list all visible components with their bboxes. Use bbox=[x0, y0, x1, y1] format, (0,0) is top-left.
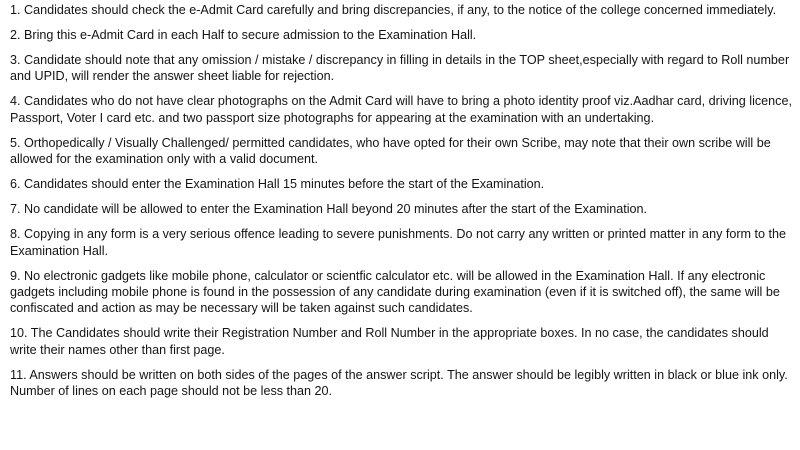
instruction-5: 5. Orthopedically / Visually Challenged/ permitted candidates, who have opted for their own Scribe, may note that their own scribe will be allowed for the examination only with a valid document. bbox=[10, 135, 771, 167]
instruction-2: 2. Bring this e-Admit Card in each Half to secure admission to the Examination Hall. bbox=[10, 28, 477, 42]
instruction-11: 11. Answers should be written on both sides of the pages of the answer script. The answer should be legibly written in black or blue ink only. Number of lines on each page should not be less than 20. bbox=[10, 367, 788, 399]
instruction-10: 10. The Candidates should write their Registration Number and Roll Number in the appropriate boxes. In no case, the candidates should write their names other than first page. bbox=[10, 326, 769, 357]
instruction-4: 4. Candidates who do not have clear photographs on the Admit Card will have to bring a photo identity proof viz.Aadhar card, driving licence, Passport, Voter I card etc. and two passport size photographs for appearing at the examination with an undertaking. bbox=[10, 94, 792, 125]
instruction-7: 7. No candidate will be allowed to enter the Examination Hall beyond 20 minutes after the start of the Examination. bbox=[10, 202, 648, 217]
instruction-6: 6. Candidates should enter the Examination Hall 15 minutes before the start of the Examination. bbox=[10, 177, 545, 192]
instruction-8: 8. Copying in any form is a very serious offence leading to severe punishments. Do not carry any written or printed matter in any form to the Examination Hall. bbox=[10, 227, 787, 258]
instruction-9: 9. No electronic gadgets like mobile phone, calculator or scientfic calculator etc. will be allowed in the Examination Hall. If any electronic gadgets including mobile phone is found in the possession of any candidate during examination (even if it is switched off), the same will be confiscated and action as may be necessary will be taken against such candidates. bbox=[10, 268, 780, 316]
instruction-3: 3. Candidate should note that any omission / mistake / discrepancy in filling in details in the TOP sheet,especially with regard to Roll number and UPID, will render the answer sheet liable for rejection. bbox=[10, 53, 790, 84]
instruction-1: 1. Candidates should check the e-Admit Card carefully and bring discrepancies, if any, to the notice of the college concerned immediately. bbox=[10, 3, 777, 17]
instruction-list bbox=[10, 2, 792, 400]
